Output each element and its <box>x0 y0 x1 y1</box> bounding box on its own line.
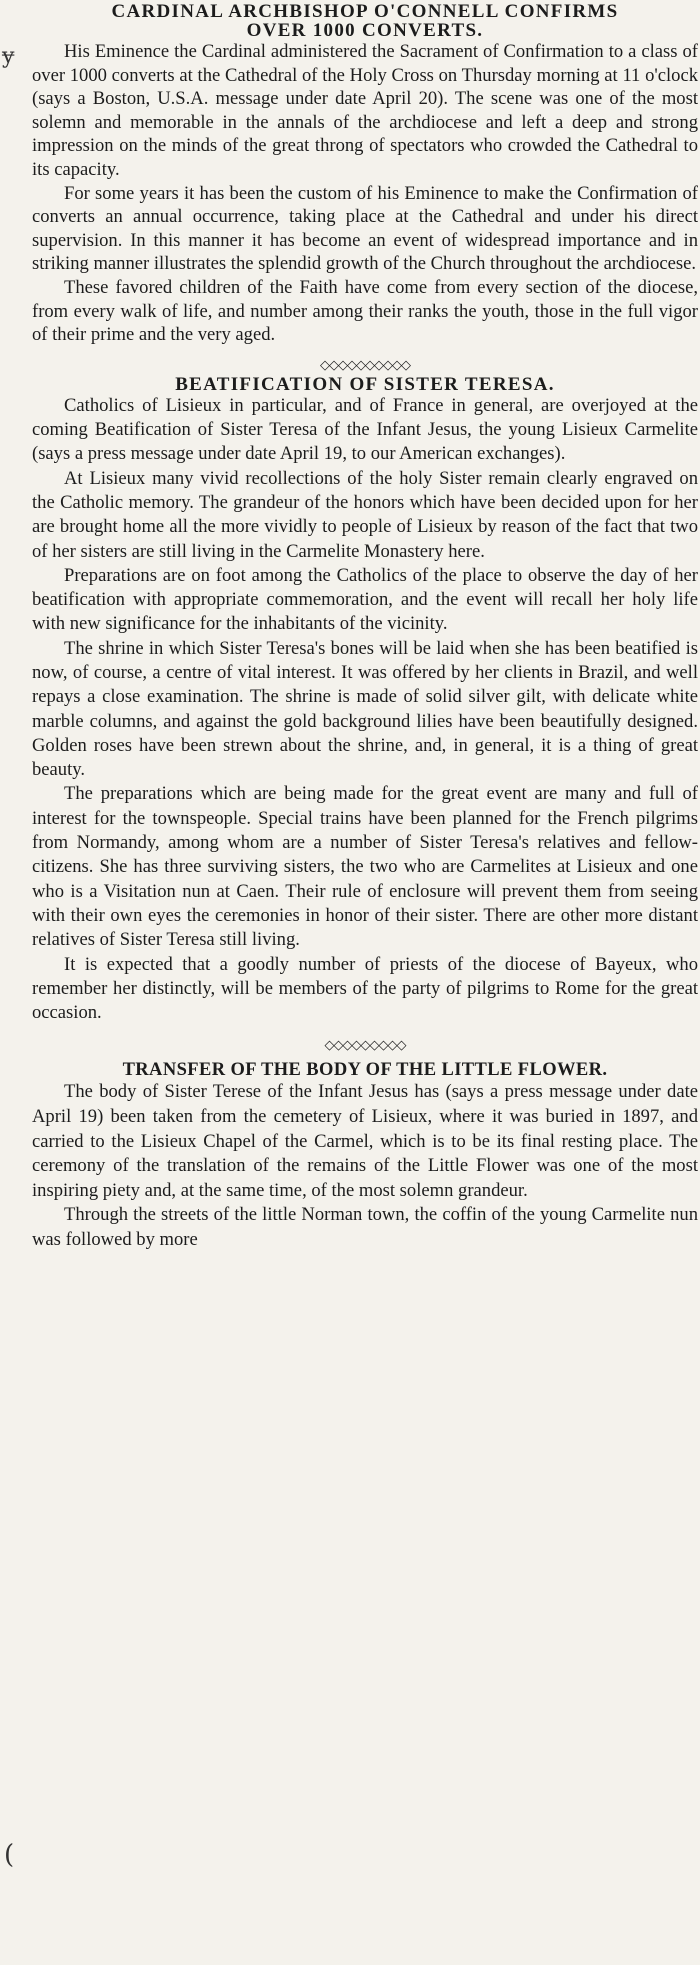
paragraph: These favored children of the Faith have come from every section of the diocese, from every walk of life, and number among their ranks the youth, those in the full vigor of their prime and the very aged. <box>32 276 698 346</box>
article-beatification <box>32 375 698 1026</box>
margin-mark-bottom: ( <box>4 1840 15 1870</box>
article-transfer-little-flower <box>32 1061 698 1252</box>
paragraph: Through the streets of the little Norman town, the coffin of the young Carmelite nun was followed by more <box>32 1204 698 1250</box>
paragraph: For some years it has been the custom of his Eminence to make the Confirmation of converts an annual occurrence, taking place at the Cathedral and under his direct supervision. In this manner it has become an event of widespread importance and in striking manner illustrates the splendid growth of the Church throughout the archdiocese. <box>32 182 698 275</box>
section-divider: ◇◇◇◇◇◇◇◇◇◇ <box>320 357 410 373</box>
margin-mark-top: ɏ <box>2 44 15 69</box>
section-divider: ◇◇◇◇◇◇◇◇◇ <box>324 1038 406 1054</box>
title-line-1: BEATIFICATION OF SISTER TERESA. <box>175 373 555 395</box>
title-line-1: TRANSFER OF THE BODY OF THE LITTLE FLOWER. <box>122 1060 608 1081</box>
paragraph: It is expected that a goodly number of priests of the diocese of Bayeux, who remember her distinctly, will be members of the party of pilgrims to Rome for the great occasion. <box>32 953 698 1024</box>
title-line-1: CARDINAL ARCHBISHOP O'CONNELL CONFIRMS <box>111 1 619 22</box>
newspaper-column <box>32 0 698 1253</box>
article-title <box>32 375 698 394</box>
paragraph: The shrine in which Sister Teresa's bones will be laid when she has been beatified is now, of course, a centre of vital interest. It was offered by her clients in Brazil, and well repays a close examination. The shrine is made of solid silver gilt, with delicate white marble columns, and against the gold background lilies have been beautifully designed. Golden roses have been strewn about the shrine, and, in general, it is a thing of great beauty. <box>32 637 698 781</box>
paragraph: The preparations which are being made for the great event are many and full of interest for the townspeople. Special trains have been planned for the French pilgrims from Normandy, among whom are a number of Sister Teresa's relatives and fellow-citizens. She has three surviving sisters, the two who are Carmelites at Lisieux and one who is a Visitation nun at Caen. Their rule of enclosure will prevent them from seeing with their own eyes the ceremonies in honor of their sister. There are other more distant relatives of Sister Teresa still living. <box>32 783 698 951</box>
paragraph: Catholics of Lisieux in particular, and of France in general, are overjoyed at the coming Beatification of Sister Teresa of the Infant Jesus, the young Lisieux Carmelite (says a press message under date April 19, to our American exchanges). <box>32 394 698 465</box>
paragraph: Preparations are on foot among the Catholics of the place to observe the day of her beatification with appropriate commemoration, and the event will recall her holy life with new significance for the inhabitants of the vicinity. <box>32 564 698 635</box>
article-title <box>32 1061 698 1080</box>
paragraph: The body of Sister Terese of the Infant Jesus has (says a press message under date April 19) been taken from the cemetery of Lisieux, where it was buried in 1897, and carried to the Lisieux Chapel of the Carmel, which is to be its final resting place. The ceremony of the translation of the remains of the Little Flower was one of the most inspiring piety and, at the same time, of the most solemn grandeur. <box>32 1081 698 1201</box>
paragraph: At Lisieux many vivid recollections of the holy Sister remain clearly engraved on the Catholic memory. The grandeur of the honors which have been decided upon for her are brought home all the more vividly to people of Lisieux by reason of the fact that two of her sisters are still living in the Carmelite Monastery here. <box>32 467 698 562</box>
article-title <box>32 2 698 40</box>
title-line-2: OVER 1000 CONVERTS. <box>246 20 484 41</box>
article-confirmation <box>32 2 698 347</box>
paragraph: His Eminence the Cardinal administered the Sacrament of Confirmation to a class of over 1000 converts at the Cathedral of the Holy Cross on Thursday morning at 11 o'clock (says a Boston, U.S.A. message under date April 20). The scene was one of the most solemn and memorable in the annals of the archdiocese and left a deep and strong impression on the minds of the great throng of spectators who crowded the Cathedral to its capacity. <box>32 41 698 180</box>
